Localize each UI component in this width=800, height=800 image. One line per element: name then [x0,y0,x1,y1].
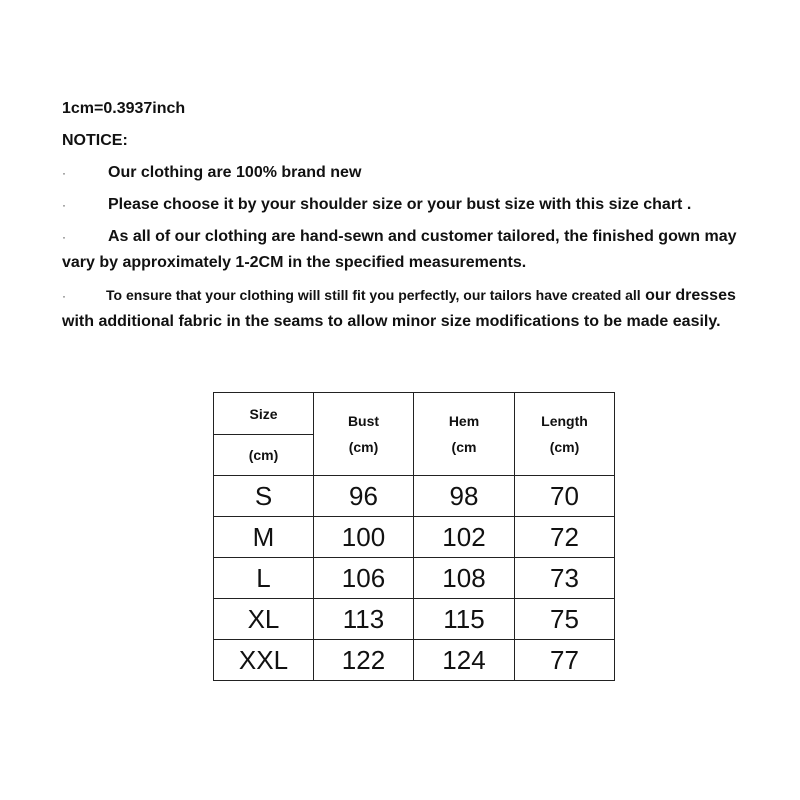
bust-cell: 113 [314,599,414,640]
column-header-bust [314,393,414,476]
bullet-icon: · [62,198,66,212]
notice-title: NOTICE: [62,132,128,149]
length-header-label: Length [541,413,588,429]
length-cell: 72 [515,517,615,558]
bust-header-unit: (cm) [348,439,379,455]
hem-cell: 115 [414,599,515,640]
size-unit-label: (cm) [248,447,279,463]
notice-text: Our clothing are 100% brand new [108,164,362,181]
bust-cell: 100 [314,517,414,558]
notice-item [62,224,762,275]
table-row [214,476,615,517]
size-cell: L [214,558,314,599]
bullet-icon: · [62,289,66,303]
notice-item [62,164,361,182]
size-cell: XL [214,599,314,640]
notice-item [62,196,691,214]
size-header-label: Size [249,405,278,422]
size-cell: M [214,517,314,558]
length-cell: 77 [515,640,615,681]
table-row [214,599,615,640]
notice-item [62,283,762,334]
hem-cell: 124 [414,640,515,681]
notice-text-small: To ensure that your clothing will still fit you perfectly, our tailors have created all [106,287,641,303]
notice-text: our dresses with additional fabric in the seams to allow minor size modifications to be made easily. [62,287,736,330]
notice-text: Please choose it by your shoulder size or your bust size with this size chart . [108,196,692,213]
column-header-length [515,393,615,476]
length-cell: 73 [515,558,615,599]
bullet-icon: · [62,166,66,180]
bullet-icon: · [62,230,66,244]
bust-header-label: Bust [347,413,380,429]
bust-cell: 106 [314,558,414,599]
hem-cell: 98 [414,476,515,517]
size-cell: XXL [214,640,314,681]
hem-header-label: Hem [448,413,480,429]
table-row [214,517,615,558]
hem-cell: 108 [414,558,515,599]
length-cell: 75 [515,599,615,640]
length-cell: 70 [515,476,615,517]
hem-cell: 102 [414,517,515,558]
size-chart-table [213,392,615,681]
hem-header-unit: (cm [451,439,477,455]
table-row [214,640,615,681]
notice-text: As all of our clothing are hand-sewn and customer tailored, the finished gown may vary by approximately 1-2CM in the specified measurements. [62,228,737,271]
bust-cell: 96 [314,476,414,517]
size-cell: S [214,476,314,517]
bust-cell: 122 [314,640,414,681]
conversion-note: 1cm=0.3937inch [62,100,186,117]
size-unit-cell [214,435,314,476]
table-row [214,558,615,599]
length-header-unit: (cm) [549,439,580,455]
size-header-cell [214,393,314,435]
column-header-hem [414,393,515,476]
